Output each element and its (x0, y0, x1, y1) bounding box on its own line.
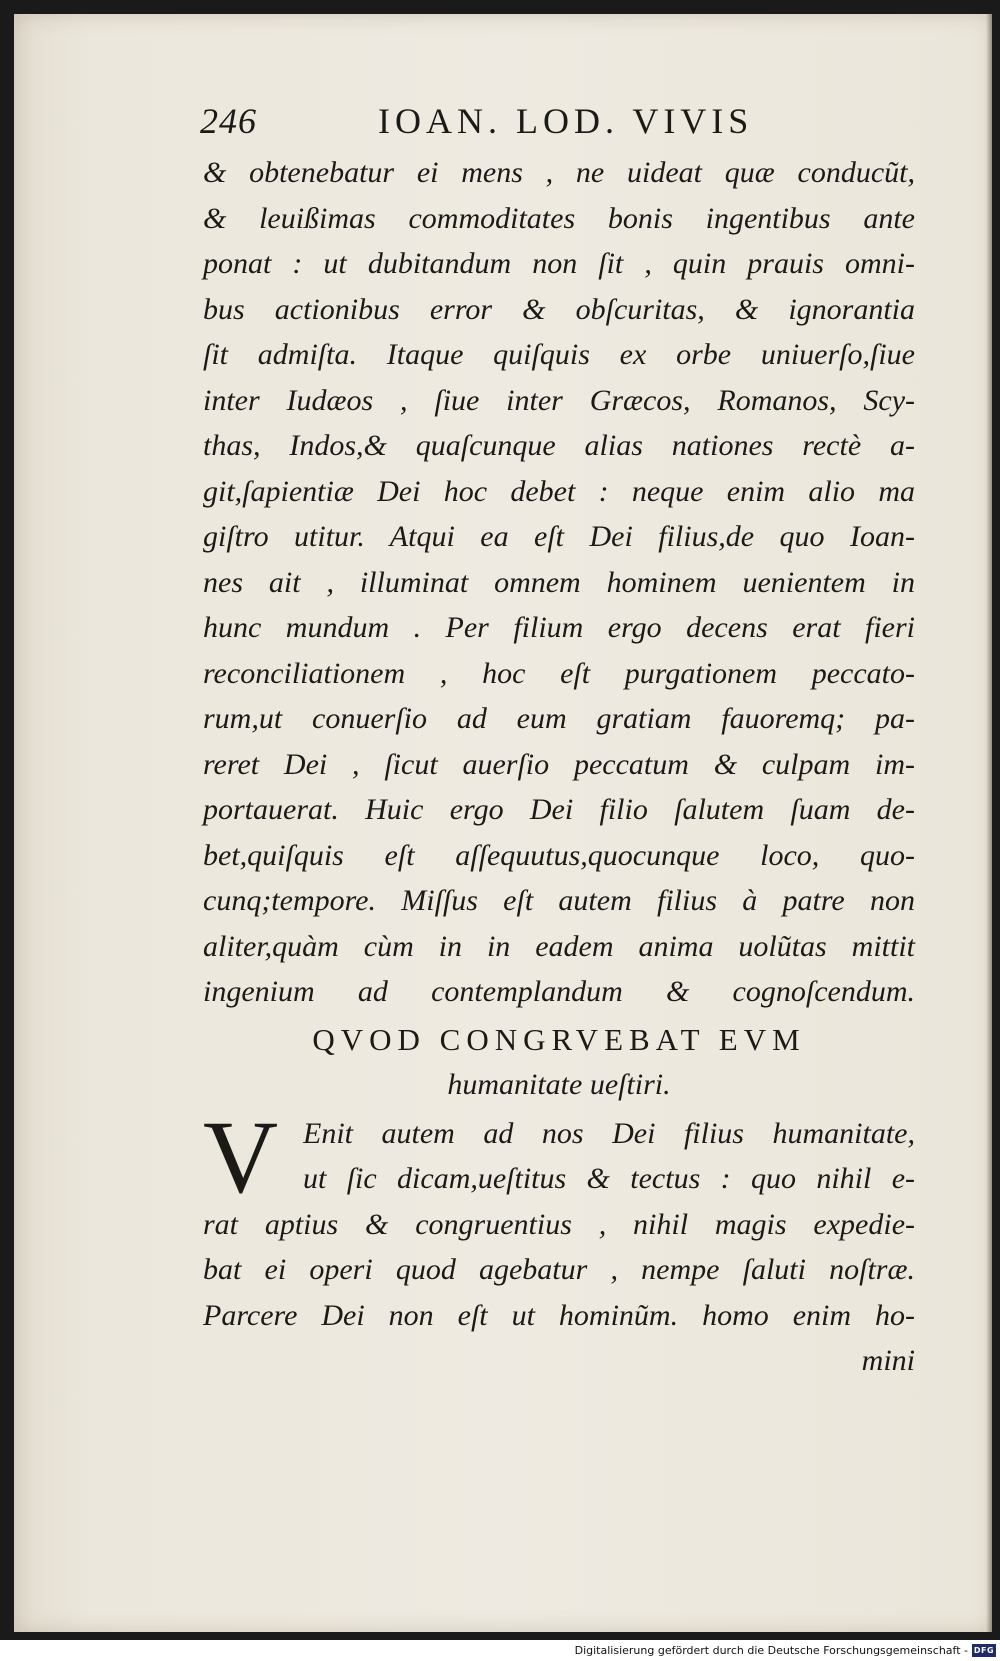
text-line: aliter,quàm cùm in in eadem anima uolũtas mittit (203, 929, 915, 963)
funding-credit: Digitalisierung gefördert durch die Deutsche Forschungsgemeinschaft - (574, 1644, 968, 1657)
text-line: portauerat. Huic ergo Dei filio ſalutem ſuam de- (203, 793, 915, 826)
text-line: & obtenebatur ei mens , ne uideat quæ conducũt, (203, 156, 915, 189)
text-line: rat aptius & congruentius , nihil magis expedie- (203, 1207, 915, 1241)
running-head: IOAN. LOD. VIVIS (378, 101, 754, 141)
text-line: bus actionibus error & obſcuritas, & ignorantia (203, 292, 915, 326)
text-line: ſit admiſta. Itaque quiſquis ex orbe uniuerſo,ſiue (203, 338, 915, 371)
text-line: bet,quiſquis eſt aſſequutus,quocunque loco, quo- (203, 838, 915, 872)
text-line: ut ſic dicam,ueſtitus & tectus : quo nihil e- (303, 1162, 915, 1195)
drop-cap-initial: V (203, 1099, 279, 1215)
page-body (203, 150, 915, 1384)
text-line: Enit autem ad nos Dei filius humanitate, (303, 1116, 915, 1150)
text-line: hunc mundum . Per filium ergo decens erat fieri (203, 611, 915, 644)
section-heading: QVOD CONGRVEBAT EVM (312, 1021, 806, 1057)
text-line: thas, Indos,& quaſcunque alias nationes rectè a- (203, 429, 915, 462)
text-line: reret Dei , ſicut auerſio peccatum & culpam im- (203, 747, 915, 781)
text-line: & leuißimas commoditates bonis ingentibus ante (203, 201, 915, 235)
text-line: rum,ut conuerſio ad eum gratiam fauoremq; pa- (203, 702, 915, 735)
section-subheading: humanitate ueſtiri. (447, 1067, 671, 1101)
text-line: bat ei operi quod agebatur , nempe ſaluti noſtræ. (203, 1253, 915, 1286)
text-line: ponat : ut dubitandum non ſit , quin prauis omni- (203, 247, 915, 280)
text-line: nes ait , illuminat omnem hominem uenientem in (203, 565, 915, 599)
text-line: reconciliationem , hoc eſt purgationem peccato- (203, 656, 915, 690)
page-number: 246 (200, 101, 257, 141)
text-line: inter Iudæos , ſiue inter Græcos, Romanos, Scy- (203, 383, 915, 417)
text-line: ingenium ad contemplandum & cognoſcendum. (203, 975, 915, 1008)
text-line: cunq;tempore. Miſſus eſt autem filius à patre non (203, 884, 915, 917)
page-header (200, 100, 800, 150)
catchword: mini (861, 1344, 915, 1377)
text-line: giſtro utitur. Atqui ea eſt Dei filius,de quo Ioan- (203, 520, 915, 553)
text-line: Parcere Dei non eſt ut hominũm. homo enim ho- (203, 1298, 915, 1332)
text-line: git,ſapientiæ Dei hoc debet : neque enim alio ma (203, 474, 915, 508)
section-paragraph (203, 1099, 915, 1384)
dfg-logo-icon: DFG (973, 1646, 995, 1655)
digitization-footer (0, 1640, 1000, 1661)
